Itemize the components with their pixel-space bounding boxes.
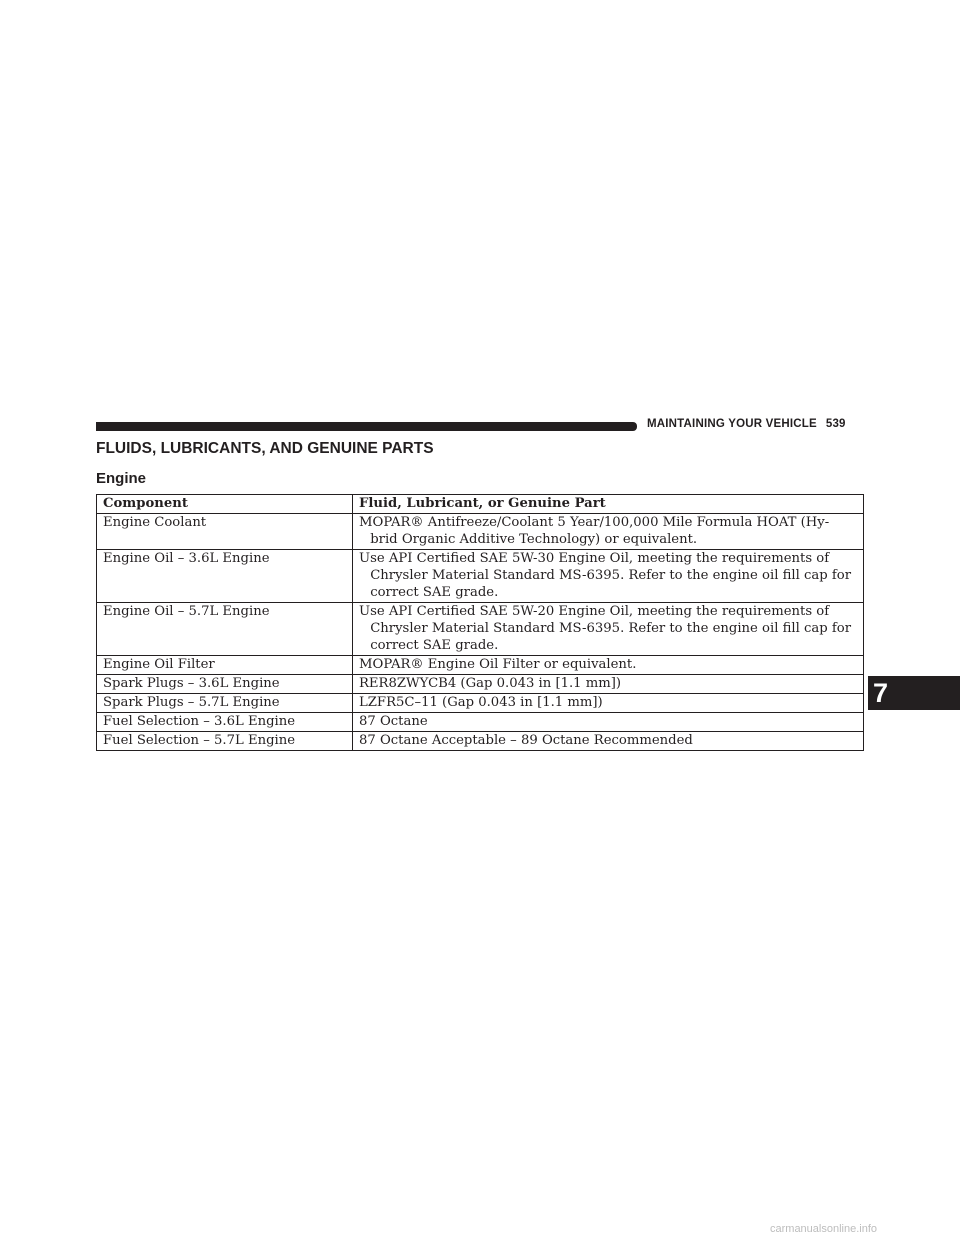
- subsection-title: Engine: [96, 470, 147, 487]
- component-cell: [97, 713, 353, 732]
- fluid-text: LZFR5C–11 (Gap 0.043 in [1.1 mm]): [359, 695, 603, 710]
- component-text: Fuel Selection – 5.7L Engine: [103, 733, 296, 748]
- fluid-cell: [353, 550, 864, 603]
- page-number: 539: [825, 418, 846, 430]
- fluid-cell: [353, 694, 864, 713]
- component-text: Engine Oil – 3.6L Engine: [103, 551, 270, 566]
- engine-fluids-table: [96, 494, 864, 751]
- component-cell: [97, 514, 353, 550]
- component-text: Engine Oil Filter: [103, 657, 215, 672]
- fluid-text: 87 Octane Acceptable – 89 Octane Recommended: [359, 733, 693, 748]
- fluid-text: MOPAR® Antifreeze/Coolant 5 Year/100,000 Mile Formula HOAT (Hy- brid Organic Additive Technology) or equivalent.: [359, 515, 830, 547]
- header-rule: [96, 422, 637, 431]
- running-head-title: MAINTAINING YOUR VEHICLE: [647, 418, 817, 430]
- fluid-cell: [353, 656, 864, 675]
- component-text: Fuel Selection – 3.6L Engine: [103, 714, 296, 729]
- component-text: Spark Plugs – 5.7L Engine: [103, 695, 280, 710]
- table-row: [97, 514, 864, 550]
- fluid-cell: [353, 514, 864, 550]
- fluid-cell: [353, 713, 864, 732]
- component-text: Engine Oil – 5.7L Engine: [103, 604, 270, 619]
- fluid-text: MOPAR® Engine Oil Filter or equivalent.: [359, 657, 637, 672]
- table-row: [97, 694, 864, 713]
- component-cell: [97, 603, 353, 656]
- site-watermark: carmanualsonline.info: [770, 1223, 878, 1235]
- table-row: [97, 675, 864, 694]
- component-cell: [97, 675, 353, 694]
- component-cell: [97, 694, 353, 713]
- table-row: [97, 550, 864, 603]
- table-row: [97, 603, 864, 656]
- fluid-cell: [353, 603, 864, 656]
- fluid-text: 87 Octane: [359, 714, 428, 729]
- component-cell: [97, 656, 353, 675]
- table-row: [97, 713, 864, 732]
- section-title: FLUIDS, LUBRICANTS, AND GENUINE PARTS: [96, 440, 434, 457]
- component-cell: [97, 550, 353, 603]
- column-header-fluid: Fluid, Lubricant, or Genuine Part: [353, 495, 864, 514]
- fluid-text: RER8ZWYCB4 (Gap 0.043 in [1.1 mm]): [359, 676, 622, 691]
- chapter-tab: 7: [868, 676, 960, 710]
- running-head: [647, 418, 846, 430]
- fluid-cell: [353, 675, 864, 694]
- fluid-text: Use API Certified SAE 5W-30 Engine Oil, meeting the requirements of Chrysler Material Standard MS-6395. Refer to the engine oil fill cap for correct SAE grade.: [359, 551, 852, 600]
- column-header-component: Component: [97, 495, 353, 514]
- fluid-text: Use API Certified SAE 5W-20 Engine Oil, meeting the requirements of Chrysler Material Standard MS-6395. Refer to the engine oil fill cap for correct SAE grade.: [359, 604, 852, 653]
- component-cell: [97, 732, 353, 751]
- fluid-cell: [353, 732, 864, 751]
- component-text: Engine Coolant: [103, 515, 207, 530]
- table-row: [97, 732, 864, 751]
- table-header-row: [97, 495, 864, 514]
- component-text: Spark Plugs – 3.6L Engine: [103, 676, 280, 691]
- table-row: [97, 656, 864, 675]
